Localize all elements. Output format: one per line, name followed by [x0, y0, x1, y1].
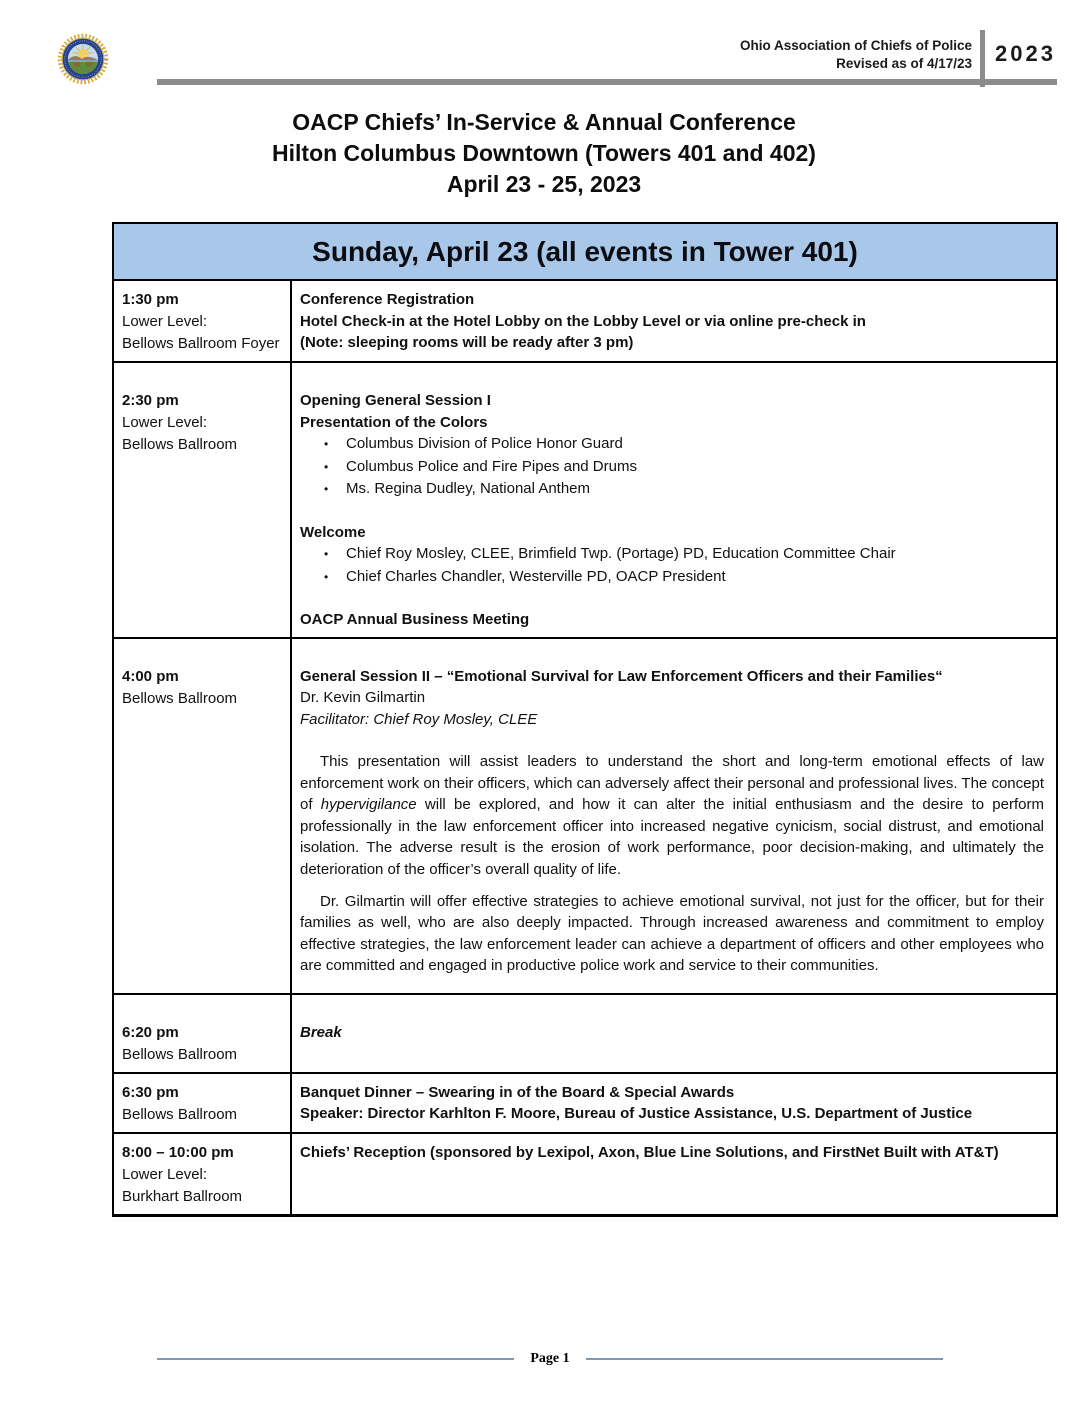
time-text: Lower Level: [122, 414, 208, 431]
time-cell [114, 363, 292, 637]
time-text: 1:30 pm [122, 291, 179, 308]
time-text: Bellows Ballroom Foyer [122, 335, 280, 352]
time-text: 6:30 pm [122, 1083, 179, 1101]
content-cell [292, 639, 1056, 993]
event-text: Welcome [300, 523, 366, 541]
table-row [114, 1134, 1056, 1214]
footer-line-right [586, 1358, 943, 1360]
event-text: Break [300, 1023, 342, 1041]
time-text: 8:00 – 10:00 pm [122, 1143, 234, 1161]
time-text: Bellows Ballroom [122, 689, 238, 707]
bullet-text: Chief Roy Mosley, CLEE, Brimfield Twp. (Portage) PD, Education Committee Chair [346, 545, 896, 562]
table-row [114, 363, 1056, 639]
paragraph-text: This presentation will assist leaders to understand the short and long-term emotional effects of law enforcement work on their officers, which can adversely affect their personal and professional lives. The concept of [300, 753, 1044, 814]
event-text: OACP Annual Business Meeting [300, 611, 530, 628]
content-cell [292, 363, 1056, 637]
time-text: 2:30 pm [122, 392, 179, 409]
time-text: Bellows Ballroom [122, 436, 238, 453]
header-rule [157, 79, 1057, 85]
event-text: Presentation of the Colors [300, 413, 488, 431]
event-text: Opening General Session I [300, 392, 491, 409]
bullet-item [300, 566, 1044, 589]
schedule-rows [114, 281, 1056, 1214]
blank-line [300, 730, 1044, 751]
bullet-item [300, 543, 1044, 566]
revision-date: Revised as of 4/17/23 [836, 56, 972, 71]
org-name: Ohio Association of Chiefs of Police [739, 38, 972, 53]
table-row [114, 639, 1056, 995]
bullet-text: Ms. Regina Dudley, National Anthem [346, 480, 591, 497]
bullet-item [300, 456, 1044, 479]
document-title [0, 107, 1088, 200]
blank-line [300, 588, 1044, 609]
bullet-glyph: • [324, 459, 329, 474]
time-cell [114, 1134, 292, 1214]
bullet-glyph: • [324, 547, 329, 561]
time-cell [114, 1074, 292, 1132]
time-cell [114, 639, 292, 993]
event-text: Conference Registration [300, 291, 475, 308]
time-text: Bellows Ballroom [122, 1045, 238, 1063]
bullet-text: Chief Charles Chandler, Westerville PD, OACP President [346, 567, 726, 585]
bullet-glyph: • [324, 482, 329, 496]
description-paragraph [300, 751, 1044, 881]
day-header: Sunday, April 23 (all events in Tower 401) [114, 224, 1056, 281]
event-text: (Note: sleeping rooms will be ready after 3 pm) [300, 334, 634, 351]
italic-text: hypervigilance [320, 796, 417, 814]
paragraph-text: Dr. Gilmartin will offer effective strategies to achieve emotional survival, not just for the officer, but for their families as well, who are also deeply impacted. Through increased awareness and commitment to employ effective strategies, the law enforcement leader can achieve a department of officers and other employees who are committed and engaged in productive police work and service to their communities. [300, 892, 1044, 975]
schedule-table [112, 222, 1058, 1217]
bullet-item [300, 478, 1044, 501]
event-text: Dr. Kevin Gilmartin [300, 689, 426, 706]
page-number: Page 1 [530, 1351, 570, 1366]
time-text: 6:20 pm [122, 1023, 179, 1041]
content-cell [292, 281, 1056, 361]
content-cell [292, 1134, 1056, 1214]
table-row [114, 995, 1056, 1074]
time-text: Lower Level: [122, 1165, 208, 1183]
ohio-seal-icon [57, 33, 109, 85]
bullet-item [300, 433, 1044, 456]
bullet-text: Columbus Division of Police Honor Guard [346, 435, 623, 452]
bullet-glyph: • [324, 569, 329, 584]
event-text: Hotel Check-in at the Hotel Lobby on the Lobby Level or via online pre-check in [300, 312, 866, 330]
time-cell [114, 995, 292, 1072]
event-text: Banquet Dinner – Swearing in of the Board & Special Awards [300, 1083, 735, 1101]
table-row [114, 1074, 1056, 1134]
event-text: Speaker: Director Karhlton F. Moore, Bureau of Justice Assistance, U.S. Department of Justice [300, 1105, 973, 1123]
time-text: Lower Level: [122, 313, 208, 330]
header-org-block [740, 37, 972, 73]
bullet-glyph: • [324, 437, 329, 451]
page-footer [157, 1351, 943, 1367]
blank-line [300, 501, 1044, 522]
title-line-3: April 23 - 25, 2023 [446, 171, 642, 197]
time-text: 4:00 pm [122, 667, 179, 685]
time-text: Burkhart Ballroom [122, 1187, 243, 1205]
event-text: Chiefs’ Reception (sponsored by Lexipol, Axon, Blue Line Solutions, and FirstNet Built with AT&T) [300, 1143, 999, 1161]
footer-line-left [157, 1358, 514, 1360]
bullet-text: Columbus Police and Fire Pipes and Drums [346, 457, 637, 475]
event-text: General Session II – “Emotional Survival for Law Enforcement Officers and their Families“ [300, 667, 943, 685]
title-line-2: Hilton Columbus Downtown (Towers 401 and 402) [272, 140, 816, 166]
table-row [114, 281, 1056, 363]
paragraph-text: will be explored, and how it can alter the initial enthusiasm and the desire to perform professionally in the law enforcement officer into increased negative cynicism, social distrust, and emotional isolation. The adverse result is the erosion of work performance, poor decision-making, and ultimately the deterioration of the officer’s overall quality of life. [300, 796, 1044, 878]
title-line-1: OACP Chiefs’ In-Service & Annual Conference [292, 109, 796, 135]
time-text: Bellows Ballroom [122, 1105, 238, 1123]
year-label: 2023 [995, 41, 1056, 66]
time-cell [114, 281, 292, 361]
event-text: Facilitator: Chief Roy Mosley, CLEE [300, 710, 538, 728]
description-paragraph [300, 891, 1044, 977]
content-cell [292, 995, 1056, 1072]
content-cell [292, 1074, 1056, 1132]
